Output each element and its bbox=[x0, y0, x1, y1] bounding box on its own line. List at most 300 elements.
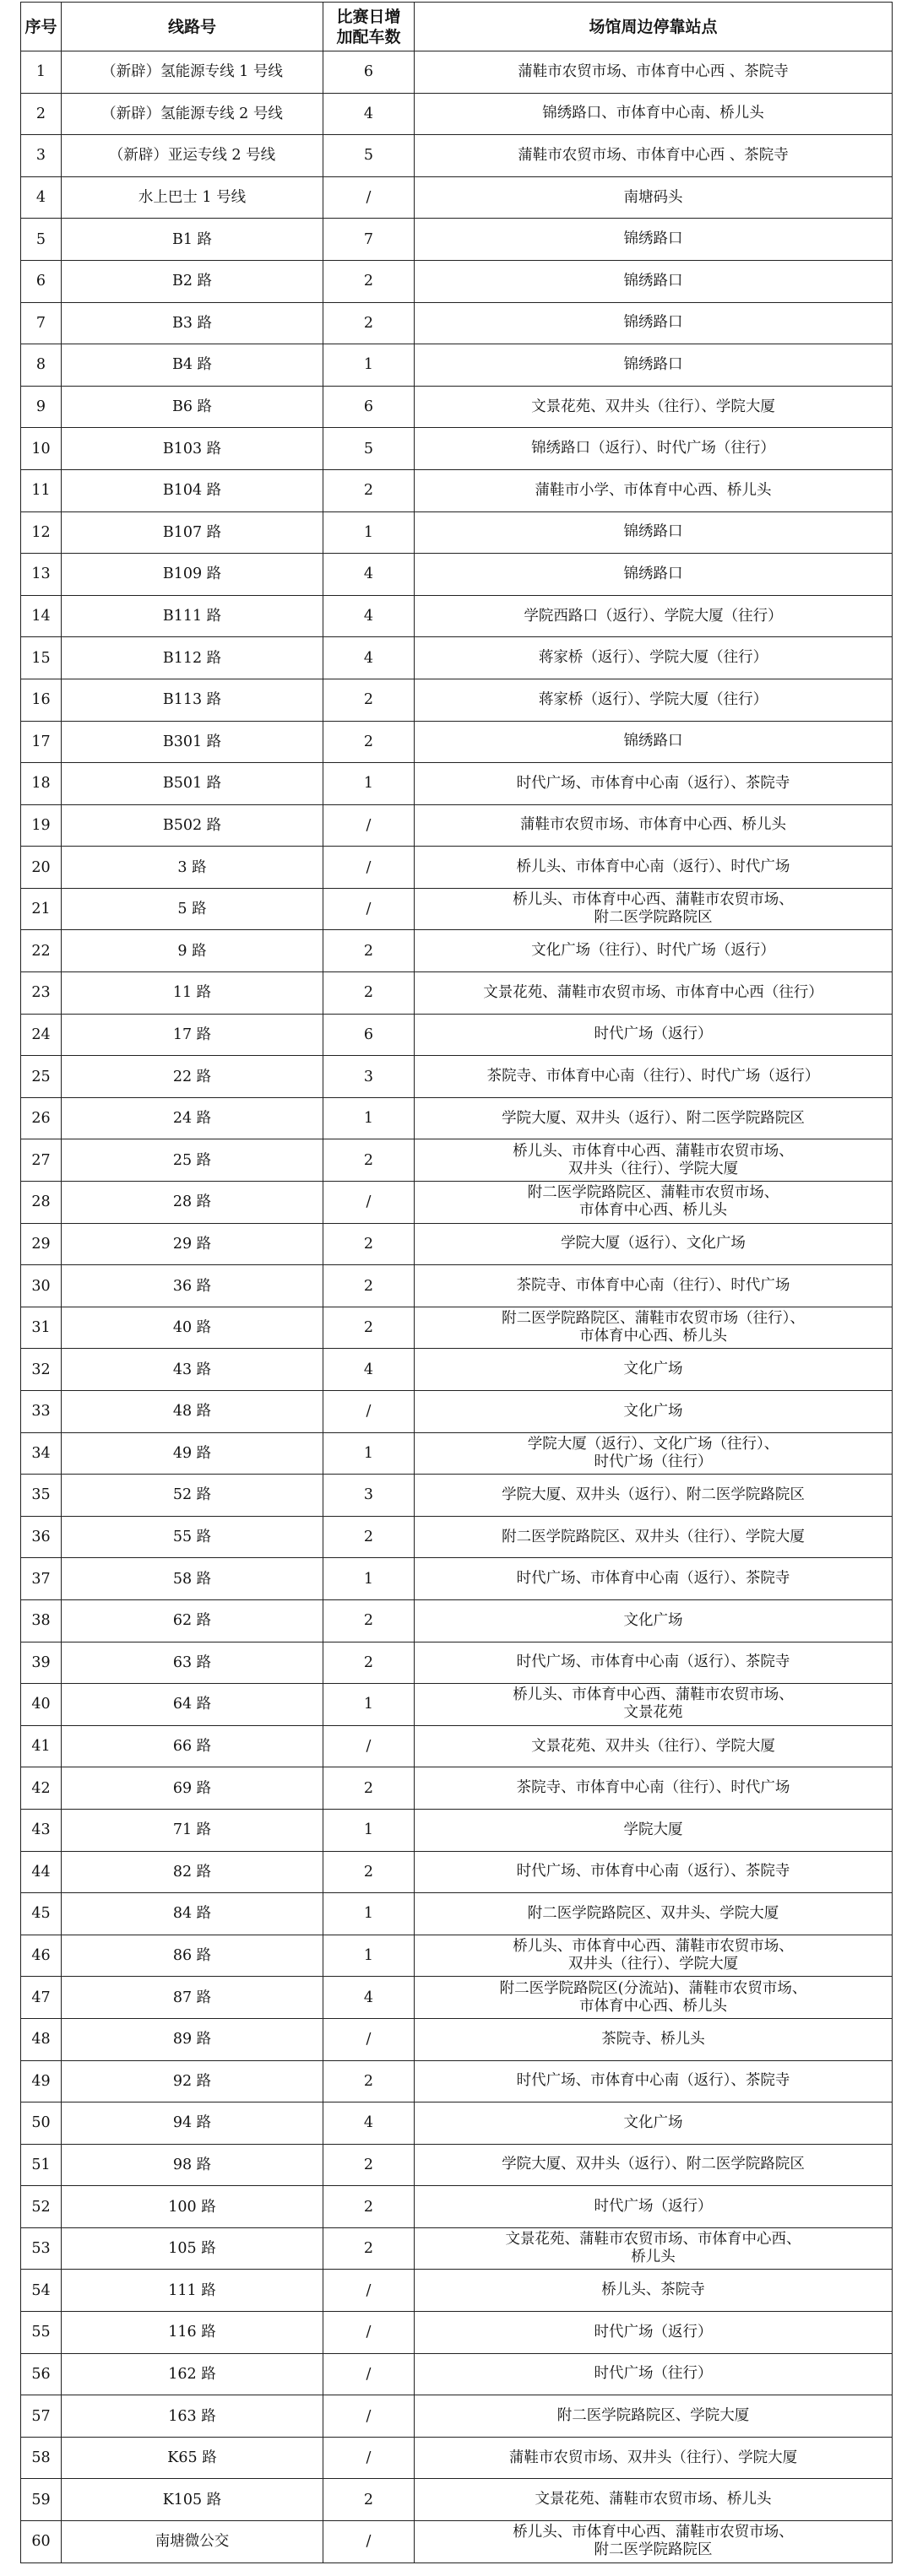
cell-added-buses: 2 bbox=[323, 469, 415, 511]
cell-added-buses: 1 bbox=[323, 1558, 415, 1600]
header-added-buses-line2: 加配车数 bbox=[336, 27, 401, 46]
cell-no: 50 bbox=[21, 2102, 62, 2145]
stops-line: 市体育中心西、桥儿头 bbox=[579, 1997, 727, 2015]
table-row bbox=[21, 1558, 893, 1600]
table-row bbox=[21, 1893, 893, 1935]
cell-added-buses: 1 bbox=[323, 1893, 415, 1935]
stops-line: 蒲鞋市农贸市场、市体育中心西、桥儿头 bbox=[520, 816, 786, 834]
cell-no: 54 bbox=[21, 2270, 62, 2312]
stops-line: 学院大厦、双井头（返行）、附二医学院路院区 bbox=[502, 1109, 805, 1127]
cell-line: 南塘微公交 bbox=[62, 2521, 323, 2563]
cell-added-buses: 3 bbox=[323, 1475, 415, 1517]
stops-line: 锦绣路口 bbox=[623, 230, 683, 248]
cell-stops bbox=[415, 135, 893, 177]
cell-added-buses: 4 bbox=[323, 1349, 415, 1391]
cell-added-buses: 4 bbox=[323, 595, 415, 637]
cell-added-buses: / bbox=[323, 176, 415, 219]
table-row bbox=[21, 1851, 893, 1893]
cell-line: 24 路 bbox=[62, 1097, 323, 1139]
cell-stops bbox=[415, 804, 893, 847]
cell-no: 38 bbox=[21, 1599, 62, 1642]
cell-stops bbox=[415, 972, 893, 1015]
cell-stops bbox=[415, 1265, 893, 1307]
table-row bbox=[21, 428, 893, 470]
cell-stops bbox=[415, 1642, 893, 1684]
stops-line: 文景花苑、双井头（往行）、学院大厦 bbox=[531, 1737, 775, 1755]
cell-line: 86 路 bbox=[62, 1935, 323, 1977]
table-row bbox=[21, 386, 893, 428]
table-row bbox=[21, 469, 893, 511]
stops-line: 附二医学院路院区、蒲鞋市农贸市场、 bbox=[527, 1184, 779, 1202]
cell-no: 41 bbox=[21, 1725, 62, 1767]
table-row bbox=[21, 1684, 893, 1726]
cell-line: B113 路 bbox=[62, 679, 323, 721]
cell-line: 36 路 bbox=[62, 1265, 323, 1307]
cell-added-buses: 2 bbox=[323, 972, 415, 1015]
table-row bbox=[21, 721, 893, 763]
table-row bbox=[21, 1599, 893, 1642]
cell-stops bbox=[415, 930, 893, 972]
cell-added-buses: 2 bbox=[323, 721, 415, 763]
cell-no: 29 bbox=[21, 1223, 62, 1265]
stops-line: 桥儿头、市体育中心南（返行）、时代广场 bbox=[516, 858, 790, 876]
table-row bbox=[21, 679, 893, 721]
cell-line: B501 路 bbox=[62, 763, 323, 805]
cell-added-buses: 1 bbox=[323, 344, 415, 387]
stops-line: 文化广场 bbox=[623, 1611, 683, 1629]
table-row bbox=[21, 2353, 893, 2395]
cell-no: 42 bbox=[21, 1767, 62, 1810]
cell-line: B109 路 bbox=[62, 554, 323, 596]
cell-stops bbox=[415, 1684, 893, 1726]
table-row bbox=[21, 2312, 893, 2354]
stops-line: 时代广场、市体育中心南（返行）、茶院寺 bbox=[516, 1570, 790, 1588]
header-line: 线路号 bbox=[62, 3, 323, 51]
cell-line: 水上巴士 1 号线 bbox=[62, 176, 323, 219]
stops-line: 南塘码头 bbox=[623, 188, 683, 206]
cell-added-buses: 2 bbox=[323, 930, 415, 972]
stops-line: 学院大厦 bbox=[623, 1821, 683, 1838]
cell-added-buses: / bbox=[323, 1182, 415, 1224]
cell-line: 84 路 bbox=[62, 1893, 323, 1935]
cell-line: 25 路 bbox=[62, 1139, 323, 1182]
stops-line: 时代广场、市体育中心南（返行）、茶院寺 bbox=[516, 1863, 790, 1881]
cell-line: 22 路 bbox=[62, 1056, 323, 1098]
stops-line: 附二医学院路院区、双井头、学院大厦 bbox=[527, 1904, 779, 1922]
cell-stops bbox=[415, 2102, 893, 2145]
stops-line: 附二医学院路院区、双井头（往行）、学院大厦 bbox=[502, 1528, 805, 1545]
cell-no: 13 bbox=[21, 554, 62, 596]
stops-line: 附二医学院路院区 bbox=[594, 909, 713, 927]
cell-stops bbox=[415, 93, 893, 135]
cell-no: 14 bbox=[21, 595, 62, 637]
cell-line: 163 路 bbox=[62, 2395, 323, 2438]
cell-no: 56 bbox=[21, 2353, 62, 2395]
cell-stops bbox=[415, 2270, 893, 2312]
table-row bbox=[21, 344, 893, 387]
cell-added-buses: 2 bbox=[323, 2186, 415, 2228]
table-row bbox=[21, 1725, 893, 1767]
cell-stops bbox=[415, 176, 893, 219]
cell-stops bbox=[415, 1599, 893, 1642]
stops-line: 文景花苑、蒲鞋市农贸市场、市体育中心西（往行） bbox=[483, 983, 823, 1001]
cell-added-buses: 2 bbox=[323, 2144, 415, 2186]
cell-no: 45 bbox=[21, 1893, 62, 1935]
cell-line: 62 路 bbox=[62, 1599, 323, 1642]
table-row bbox=[21, 1642, 893, 1684]
table-row bbox=[21, 93, 893, 135]
stops-line: 文景花苑、蒲鞋市农贸市场、桥儿头 bbox=[535, 2491, 772, 2508]
cell-stops bbox=[415, 219, 893, 261]
cell-line: 55 路 bbox=[62, 1516, 323, 1558]
stops-line: 学院大厦（返行）、文化广场（往行）、 bbox=[527, 1435, 779, 1453]
cell-line: B2 路 bbox=[62, 260, 323, 302]
stops-line: 双井头（往行）、学院大厦 bbox=[567, 1956, 739, 1973]
table-row bbox=[21, 972, 893, 1015]
cell-no: 9 bbox=[21, 386, 62, 428]
cell-added-buses: 5 bbox=[323, 135, 415, 177]
cell-stops bbox=[415, 1725, 893, 1767]
cell-stops bbox=[415, 1475, 893, 1517]
cell-no: 6 bbox=[21, 260, 62, 302]
stops-line: 附二医学院路院区、蒲鞋市农贸市场（往行）、 bbox=[502, 1310, 805, 1328]
cell-line: 3 路 bbox=[62, 847, 323, 889]
cell-added-buses: 3 bbox=[323, 1056, 415, 1098]
cell-stops bbox=[415, 1182, 893, 1224]
table-row bbox=[21, 763, 893, 805]
cell-no: 22 bbox=[21, 930, 62, 972]
cell-no: 7 bbox=[21, 302, 62, 344]
table-row bbox=[21, 2060, 893, 2102]
cell-stops bbox=[415, 595, 893, 637]
cell-no: 36 bbox=[21, 1516, 62, 1558]
cell-stops bbox=[415, 2060, 893, 2102]
cell-added-buses: 1 bbox=[323, 1935, 415, 1977]
cell-no: 39 bbox=[21, 1642, 62, 1684]
cell-added-buses: 2 bbox=[323, 1139, 415, 1182]
stops-line: 时代广场（往行） bbox=[594, 2365, 713, 2383]
cell-added-buses: 2 bbox=[323, 1223, 415, 1265]
stops-line: 桥儿头 bbox=[631, 2249, 676, 2266]
table-row bbox=[21, 1307, 893, 1349]
stops-line: 锦绣路口 bbox=[623, 272, 683, 290]
stops-line: 锦绣路口 bbox=[623, 314, 683, 332]
cell-stops bbox=[415, 1056, 893, 1098]
cell-stops bbox=[415, 302, 893, 344]
cell-stops bbox=[415, 1977, 893, 2019]
table-row bbox=[21, 1349, 893, 1391]
cell-no: 17 bbox=[21, 721, 62, 763]
cell-added-buses: 4 bbox=[323, 1977, 415, 2019]
stops-line: 锦绣路口 bbox=[623, 523, 683, 541]
stops-line: 桥儿头、茶院寺 bbox=[601, 2281, 705, 2299]
table-row bbox=[21, 176, 893, 219]
cell-line: B111 路 bbox=[62, 595, 323, 637]
table-row bbox=[21, 595, 893, 637]
stops-line: 茶院寺、市体育中心南（往行）、时代广场（返行） bbox=[486, 1068, 820, 1085]
cell-no: 33 bbox=[21, 1391, 62, 1433]
cell-stops bbox=[415, 344, 893, 387]
cell-line: 87 路 bbox=[62, 1977, 323, 2019]
table-row bbox=[21, 554, 893, 596]
cell-line: B502 路 bbox=[62, 804, 323, 847]
cell-line: 162 路 bbox=[62, 2353, 323, 2395]
cell-no: 3 bbox=[21, 135, 62, 177]
cell-added-buses: 1 bbox=[323, 1684, 415, 1726]
cell-no: 23 bbox=[21, 972, 62, 1015]
table-row bbox=[21, 260, 893, 302]
cell-line: B103 路 bbox=[62, 428, 323, 470]
stops-line: 学院大厦、双井头（返行）、附二医学院路院区 bbox=[502, 2156, 805, 2173]
cell-no: 43 bbox=[21, 1809, 62, 1851]
stops-line: 文景花苑 bbox=[623, 1704, 683, 1722]
cell-stops bbox=[415, 1558, 893, 1600]
cell-added-buses: / bbox=[323, 888, 415, 930]
table-row bbox=[21, 2018, 893, 2060]
cell-line: 100 路 bbox=[62, 2186, 323, 2228]
cell-added-buses: 1 bbox=[323, 763, 415, 805]
stops-line: 时代广场、市体育中心南（返行）、茶院寺 bbox=[516, 1653, 790, 1671]
cell-line: 94 路 bbox=[62, 2102, 323, 2145]
cell-added-buses: 4 bbox=[323, 637, 415, 679]
cell-line: B1 路 bbox=[62, 219, 323, 261]
cell-line: B301 路 bbox=[62, 721, 323, 763]
bus-route-table bbox=[20, 2, 893, 2563]
table-row bbox=[21, 1223, 893, 1265]
stops-line: 桥儿头、市体育中心西、蒲鞋市农贸市场、 bbox=[513, 2524, 794, 2541]
table-row bbox=[21, 1516, 893, 1558]
cell-no: 31 bbox=[21, 1307, 62, 1349]
table-row bbox=[21, 930, 893, 972]
cell-no: 40 bbox=[21, 1684, 62, 1726]
stops-line: 蒲鞋市小学、市体育中心西、桥儿头 bbox=[535, 481, 772, 499]
cell-added-buses: 1 bbox=[323, 1097, 415, 1139]
stops-line: 蒋家桥（返行）、学院大厦（往行） bbox=[538, 690, 768, 708]
cell-line: （新辟）氢能源专线 1 号线 bbox=[62, 51, 323, 94]
cell-stops bbox=[415, 386, 893, 428]
stops-line: 文化广场 bbox=[623, 1402, 683, 1420]
cell-added-buses: 1 bbox=[323, 1432, 415, 1475]
cell-added-buses: 2 bbox=[323, 1851, 415, 1893]
cell-stops bbox=[415, 1223, 893, 1265]
cell-stops bbox=[415, 1516, 893, 1558]
cell-line: （新辟）氢能源专线 2 号线 bbox=[62, 93, 323, 135]
cell-no: 5 bbox=[21, 219, 62, 261]
cell-stops bbox=[415, 2227, 893, 2270]
stops-line: 学院大厦（返行）、文化广场 bbox=[561, 1235, 746, 1253]
cell-stops bbox=[415, 554, 893, 596]
cell-stops bbox=[415, 763, 893, 805]
cell-no: 47 bbox=[21, 1977, 62, 2019]
table-row bbox=[21, 2395, 893, 2438]
table-row bbox=[21, 135, 893, 177]
cell-line: 17 路 bbox=[62, 1014, 323, 1056]
stops-line: 双井头（往行）、学院大厦 bbox=[567, 1160, 739, 1177]
cell-line: 105 路 bbox=[62, 2227, 323, 2270]
stops-line: 桥儿头、市体育中心西、蒲鞋市农贸市场、 bbox=[513, 1142, 794, 1160]
stops-line: 文景花苑、双井头（往行）、学院大厦 bbox=[531, 398, 775, 415]
stops-line: 蒲鞋市农贸市场、双井头（往行）、学院大厦 bbox=[508, 2449, 798, 2466]
cell-line: 92 路 bbox=[62, 2060, 323, 2102]
stops-line: 时代广场（返行） bbox=[594, 1026, 713, 1043]
cell-added-buses: 2 bbox=[323, 2227, 415, 2270]
cell-no: 37 bbox=[21, 1558, 62, 1600]
cell-stops bbox=[415, 847, 893, 889]
stops-line: 蒲鞋市农贸市场、市体育中心西 、茶院寺 bbox=[518, 146, 789, 164]
cell-no: 10 bbox=[21, 428, 62, 470]
cell-line: 89 路 bbox=[62, 2018, 323, 2060]
stops-line: 文景花苑、蒲鞋市农贸市场、市体育中心西、 bbox=[505, 2231, 801, 2249]
cell-added-buses: 6 bbox=[323, 1014, 415, 1056]
stops-line: 锦绣路口（返行）、时代广场（往行） bbox=[531, 440, 775, 457]
cell-added-buses: / bbox=[323, 1725, 415, 1767]
cell-added-buses: 4 bbox=[323, 2102, 415, 2145]
table-row bbox=[21, 2521, 893, 2563]
cell-line: 48 路 bbox=[62, 1391, 323, 1433]
cell-stops bbox=[415, 1391, 893, 1433]
stops-line: 茶院寺、桥儿头 bbox=[601, 2030, 705, 2048]
table-row bbox=[21, 1935, 893, 1977]
cell-line: 98 路 bbox=[62, 2144, 323, 2186]
cell-stops bbox=[415, 679, 893, 721]
cell-added-buses: / bbox=[323, 2018, 415, 2060]
cell-added-buses: 7 bbox=[323, 219, 415, 261]
cell-no: 34 bbox=[21, 1432, 62, 1475]
cell-stops bbox=[415, 2437, 893, 2479]
header-stops: 场馆周边停靠站点 bbox=[415, 3, 893, 51]
stops-line: 时代广场、市体育中心南（返行）、茶院寺 bbox=[516, 2072, 790, 2090]
cell-stops bbox=[415, 2353, 893, 2395]
stops-line: 桥儿头、市体育中心西、蒲鞋市农贸市场、 bbox=[513, 1686, 794, 1704]
table-row bbox=[21, 1977, 893, 2019]
cell-line: 66 路 bbox=[62, 1725, 323, 1767]
cell-added-buses: / bbox=[323, 847, 415, 889]
cell-no: 18 bbox=[21, 763, 62, 805]
table-row bbox=[21, 2437, 893, 2479]
table-row bbox=[21, 2227, 893, 2270]
cell-no: 32 bbox=[21, 1349, 62, 1391]
cell-added-buses: / bbox=[323, 2353, 415, 2395]
cell-no: 52 bbox=[21, 2186, 62, 2228]
table-row bbox=[21, 1056, 893, 1098]
table-row bbox=[21, 637, 893, 679]
cell-line: （新辟）亚运专线 2 号线 bbox=[62, 135, 323, 177]
cell-stops bbox=[415, 2395, 893, 2438]
cell-no: 53 bbox=[21, 2227, 62, 2270]
cell-no: 8 bbox=[21, 344, 62, 387]
cell-stops bbox=[415, 51, 893, 94]
table-row bbox=[21, 2186, 893, 2228]
cell-added-buses: / bbox=[323, 804, 415, 847]
cell-no: 21 bbox=[21, 888, 62, 930]
cell-stops bbox=[415, 1097, 893, 1139]
cell-added-buses: 2 bbox=[323, 260, 415, 302]
table-row bbox=[21, 2479, 893, 2521]
cell-no: 60 bbox=[21, 2521, 62, 2563]
cell-line: 63 路 bbox=[62, 1642, 323, 1684]
table-row bbox=[21, 1139, 893, 1182]
cell-stops bbox=[415, 428, 893, 470]
cell-line: B104 路 bbox=[62, 469, 323, 511]
cell-added-buses: 1 bbox=[323, 1809, 415, 1851]
cell-added-buses: 6 bbox=[323, 51, 415, 94]
table-row bbox=[21, 888, 893, 930]
cell-stops bbox=[415, 1307, 893, 1349]
cell-no: 30 bbox=[21, 1265, 62, 1307]
stops-line: 附二医学院路院区(分流站)、蒲鞋市农贸市场、 bbox=[499, 1979, 807, 1997]
cell-line: 58 路 bbox=[62, 1558, 323, 1600]
table-row bbox=[21, 2102, 893, 2145]
cell-added-buses: 6 bbox=[323, 386, 415, 428]
stops-line: 时代广场、市体育中心南（返行）、茶院寺 bbox=[516, 774, 790, 792]
cell-no: 44 bbox=[21, 1851, 62, 1893]
stops-line: 茶院寺、市体育中心南（往行）、时代广场 bbox=[516, 1779, 790, 1797]
cell-no: 48 bbox=[21, 2018, 62, 2060]
stops-line: 附二医学院路院区 bbox=[594, 2541, 713, 2559]
cell-stops bbox=[415, 2312, 893, 2354]
cell-no: 25 bbox=[21, 1056, 62, 1098]
cell-line: 5 路 bbox=[62, 888, 323, 930]
cell-stops bbox=[415, 2018, 893, 2060]
cell-line: 116 路 bbox=[62, 2312, 323, 2354]
cell-line: 40 路 bbox=[62, 1307, 323, 1349]
stops-line: 蒲鞋市农贸市场、市体育中心西 、茶院寺 bbox=[518, 62, 789, 80]
cell-line: 64 路 bbox=[62, 1684, 323, 1726]
cell-no: 49 bbox=[21, 2060, 62, 2102]
cell-no: 20 bbox=[21, 847, 62, 889]
stops-line: 蒋家桥（返行）、学院大厦（往行） bbox=[538, 649, 768, 667]
table-row bbox=[21, 804, 893, 847]
cell-no: 57 bbox=[21, 2395, 62, 2438]
cell-stops bbox=[415, 260, 893, 302]
cell-line: 43 路 bbox=[62, 1349, 323, 1391]
stops-line: 桥儿头、市体育中心西、蒲鞋市农贸市场、 bbox=[513, 1938, 794, 1956]
header-no: 序号 bbox=[21, 3, 62, 51]
cell-line: B4 路 bbox=[62, 344, 323, 387]
cell-stops bbox=[415, 1432, 893, 1475]
table-row bbox=[21, 1391, 893, 1433]
cell-added-buses: 5 bbox=[323, 428, 415, 470]
cell-added-buses: / bbox=[323, 2312, 415, 2354]
cell-line: 49 路 bbox=[62, 1432, 323, 1475]
cell-line: 111 路 bbox=[62, 2270, 323, 2312]
cell-no: 24 bbox=[21, 1014, 62, 1056]
cell-added-buses: / bbox=[323, 2437, 415, 2479]
stops-line: 附二医学院路院区、学院大厦 bbox=[556, 2407, 750, 2425]
cell-added-buses: 2 bbox=[323, 1642, 415, 1684]
table-row bbox=[21, 51, 893, 94]
cell-stops bbox=[415, 1809, 893, 1851]
cell-added-buses: 2 bbox=[323, 1599, 415, 1642]
cell-stops bbox=[415, 721, 893, 763]
stops-line: 学院西路口（返行）、学院大厦（往行） bbox=[524, 607, 783, 625]
cell-added-buses: / bbox=[323, 1391, 415, 1433]
cell-stops bbox=[415, 1014, 893, 1056]
cell-stops bbox=[415, 511, 893, 554]
cell-stops bbox=[415, 1935, 893, 1977]
table-row bbox=[21, 1182, 893, 1224]
cell-added-buses: 2 bbox=[323, 2479, 415, 2521]
table-row bbox=[21, 1097, 893, 1139]
bus-route-table-sheet bbox=[20, 2, 892, 2563]
stops-line: 文化广场 bbox=[623, 2113, 683, 2131]
table-body bbox=[21, 51, 893, 2563]
stops-line: 锦绣路口 bbox=[623, 733, 683, 750]
cell-added-buses: 2 bbox=[323, 2060, 415, 2102]
cell-no: 11 bbox=[21, 469, 62, 511]
table-row bbox=[21, 847, 893, 889]
cell-stops bbox=[415, 469, 893, 511]
